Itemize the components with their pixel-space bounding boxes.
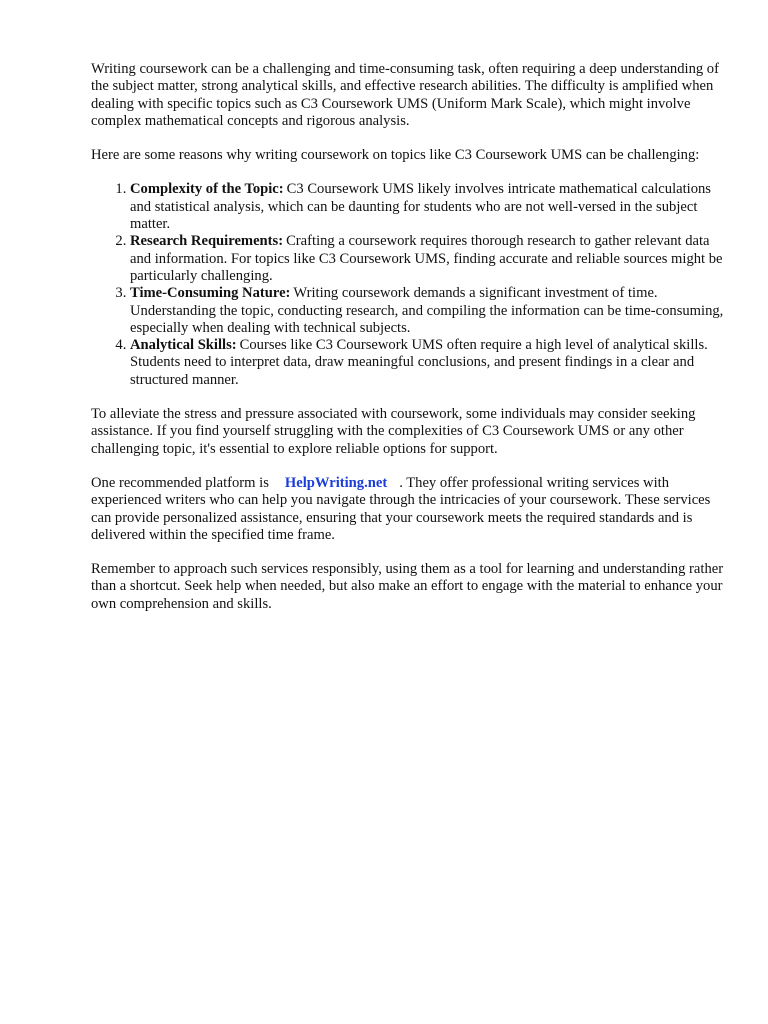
reasons-intro-paragraph: Here are some reasons why writing coursework on topics like C3 Coursework UMS can be challenging: bbox=[91, 147, 700, 164]
helpwriting-link[interactable]: HelpWriting.net bbox=[284, 474, 388, 491]
reason-text: C3 Coursework UMS likely involves intricate mathematical calculations and statistical analysis, which can be daunting for students who are not well-versed in the subject matter. bbox=[130, 181, 711, 233]
assistance-paragraph: To alleviate the stress and pressure associated with coursework, some individuals may consider seeking assistance. If you find yourself struggling with the complexities of C3 Coursework UMS or any other challenging topic, it's essential to explore reliable options for support. bbox=[91, 406, 696, 457]
reason-term: Research Requirements: bbox=[130, 233, 284, 250]
reason-text: Writing coursework demands a significant investment of time. Understanding the topic, conducting research, and compiling the information can be time-consuming, especially when dealing with technical subjects. bbox=[130, 285, 724, 336]
recommendation-paragraph bbox=[91, 475, 728, 544]
intro-paragraph: Writing coursework can be a challenging and time-consuming task, often requiring a deep understanding of the subject matter, strong analytical skills, and effective research abilities. The difficulty is amplified when dealing with specific topics such as C3 Coursework UMS (Uniform Mark Scale), which might involve complex mathematical concepts and rigorous analysis. bbox=[91, 61, 719, 129]
list-item bbox=[130, 181, 728, 233]
list-item bbox=[130, 233, 728, 285]
recommendation-lead-text: One recommended platform is bbox=[91, 474, 269, 491]
list-item bbox=[130, 337, 728, 389]
closing-paragraph: Remember to approach such services responsibly, using them as a tool for learning and understanding rather than a shortcut. Seek help when needed, but also make an effort to engage with the material to enhance your own comprehension and skills. bbox=[91, 561, 724, 612]
reason-term: Time-Consuming Nature: bbox=[130, 285, 291, 302]
reason-text: Crafting a coursework requires thorough research to gather relevant data and information. For topics like C3 Coursework UMS, finding accurate and reliable sources might be particularly challenging. bbox=[130, 233, 723, 284]
reasons-list bbox=[91, 181, 728, 389]
reason-term: Complexity of the Topic: bbox=[130, 181, 284, 198]
reason-term: Analytical Skills: bbox=[130, 337, 237, 354]
reason-text: Courses like C3 Coursework UMS often require a high level of analytical skills. Students need to interpret data, draw meaningful conclusions, and present findings in a clear and structured manner. bbox=[130, 337, 708, 388]
list-item bbox=[130, 285, 728, 337]
recommendation-rest-text: . They offer professional writing services with experienced writers who can help you navigate through the intricacies of your coursework. These services can provide personalized assistance, ensuring that your coursework meets the required standards and is delivered within the specified time frame. bbox=[91, 474, 711, 543]
